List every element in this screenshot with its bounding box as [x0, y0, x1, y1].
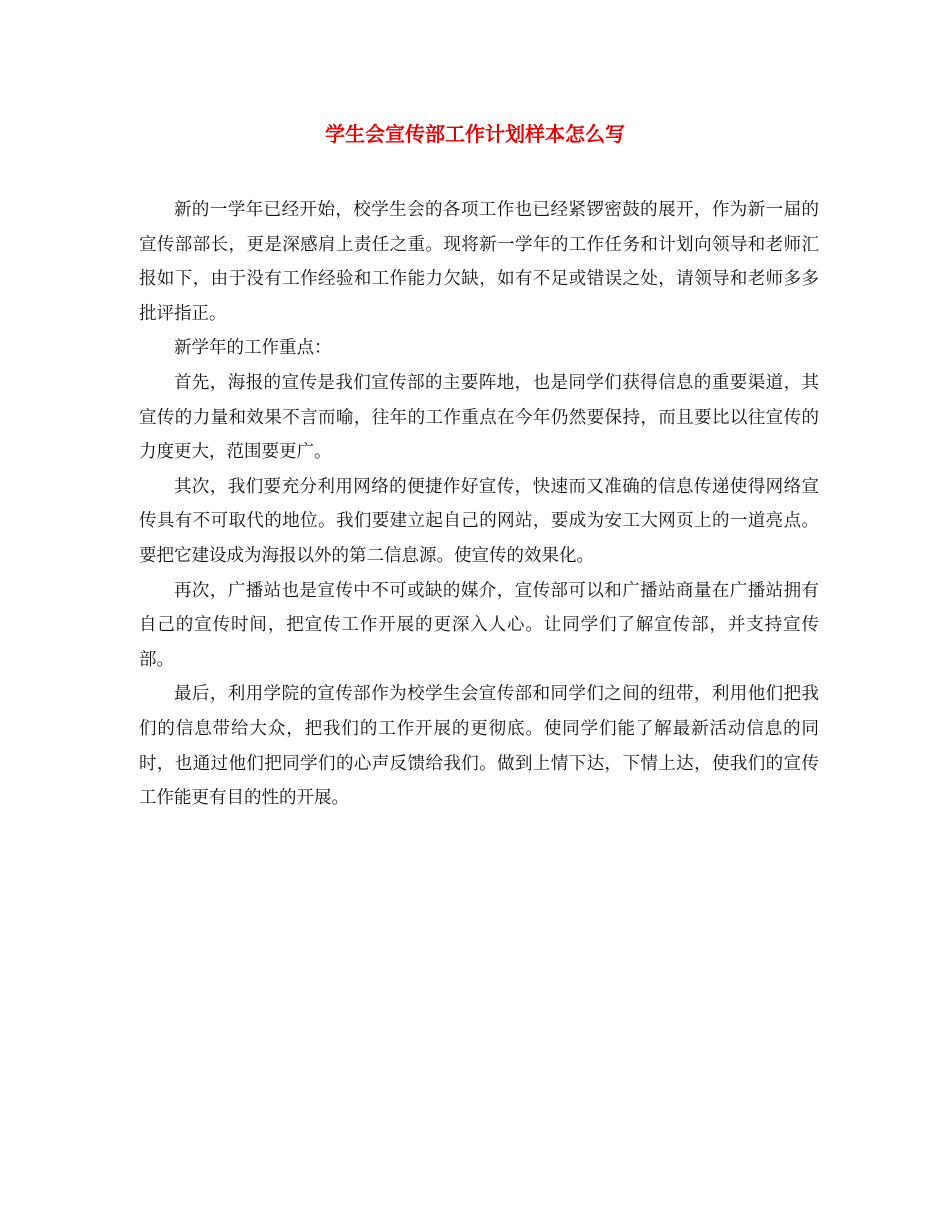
document-title: 学生会宣传部工作计划样本怎么写: [325, 122, 625, 146]
paragraph-third-point: 再次，广播站也是宣传中不可或缺的媒介，宣传部可以和广播站商量在广播站拥有自己的宣传时间，把宣传工作开展的更深入人心。让同学们了解宣传部，并支持宣传部。: [139, 580, 819, 670]
paragraph-focus-heading: 新学年的工作重点：: [174, 338, 332, 359]
paragraph-intro: 新的一学年已经开始，校学生会的各项工作也已经紧锣密鼓的展开，作为新一届的宣传部部长，更是深感肩上责任之重。现将新一学年的工作任务和计划向领导和老师汇报如下，由于没有工作经验和工作能力欠缺，如有不足或错误之处，请领导和老师多多批评指正。: [139, 200, 819, 324]
paragraph-second-point: 其次，我们要充分利用网络的便捷作好宣传，快速而又准确的信息传递使得网络宣传具有不可取代的地位。我们要建立起自己的网站，要成为安工大网页上的一道亮点。要把它建设成为海报以外的第二信息源。使宣传的效果化。: [139, 476, 819, 566]
paragraph-first-point: 首先，海报的宣传是我们宣传部的主要阵地，也是同学们获得信息的重要渠道，其宣传的力量和效果不言而喻，往年的工作重点在今年仍然要保持，而且要比以往宣传的力度更大，范围要更广。: [139, 372, 819, 463]
document-body: [139, 193, 819, 816]
paragraph-final-point: 最后，利用学院的宣传部作为校学生会宣传部和同学们之间的纽带，利用他们把我们的信息带给大众，把我们的工作开展的更彻底。使同学们能了解最新活动信息的同时，也通过他们把同学们的心声反馈给我们。做到上情下达，下情上达，使我们的宣传工作能更有目的性的开展。: [139, 684, 819, 809]
